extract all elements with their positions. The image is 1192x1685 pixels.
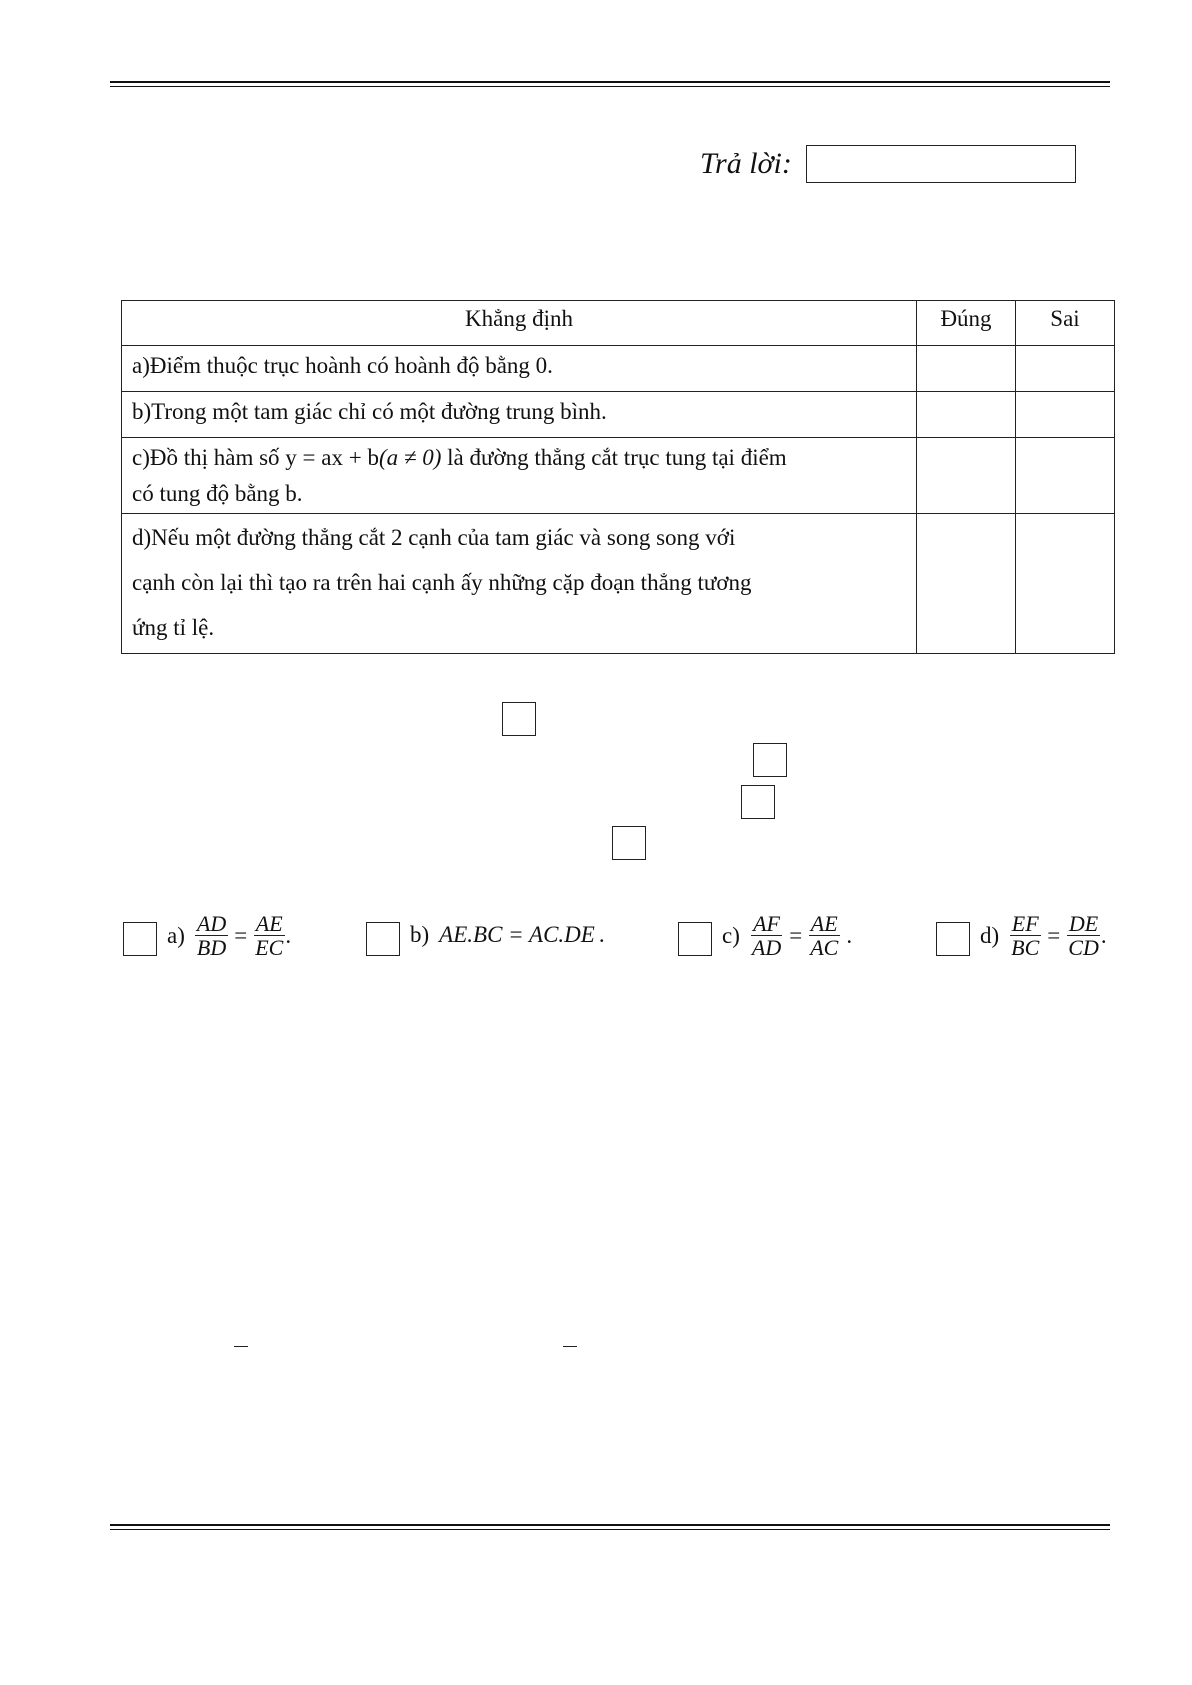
statement-c bbox=[122, 438, 917, 514]
answer-box-3[interactable] bbox=[741, 785, 775, 819]
dash-mark-right bbox=[563, 1346, 577, 1347]
true-false-table bbox=[121, 300, 1115, 654]
fraction-ad-bd bbox=[195, 912, 228, 959]
answer-box-4[interactable] bbox=[612, 826, 646, 860]
answer-label: Trả lời: bbox=[700, 147, 792, 180]
option-a-label: a) bbox=[167, 922, 185, 948]
statement-d-line2: cạnh còn lại thì tạo ra trên hai cạnh ấy những cặp đoạn thẳng tương bbox=[132, 570, 752, 596]
fraction-ae-ec bbox=[253, 912, 285, 959]
numerator: DE bbox=[1068, 911, 1099, 936]
false-cell-d[interactable] bbox=[1016, 514, 1115, 654]
table-row bbox=[122, 438, 1115, 514]
statement-d-line1: d)Nếu một đường thẳng cắt 2 cạnh của tam giác và song song với bbox=[132, 525, 736, 551]
answer-box-2[interactable] bbox=[753, 743, 787, 777]
option-a bbox=[167, 912, 291, 959]
false-cell-b[interactable] bbox=[1016, 392, 1115, 438]
option-c-label: c) bbox=[722, 922, 740, 948]
option-c-checkbox[interactable] bbox=[678, 922, 712, 956]
option-a-checkbox[interactable] bbox=[123, 922, 157, 956]
statement-c-line2: có tung độ bằng b. bbox=[132, 480, 303, 506]
denominator: AD bbox=[751, 935, 782, 961]
false-cell-c[interactable] bbox=[1016, 438, 1115, 514]
header-true: Đúng bbox=[917, 301, 1016, 346]
statement-c-condition: (a ≠ 0) bbox=[378, 445, 442, 470]
footer-rule-top bbox=[110, 1524, 1110, 1526]
table-header-row bbox=[122, 301, 1115, 346]
table-row bbox=[122, 346, 1115, 392]
option-b-checkbox[interactable] bbox=[366, 922, 400, 956]
answer-input[interactable] bbox=[806, 145, 1076, 183]
header-false: Sai bbox=[1016, 301, 1115, 346]
period: . bbox=[285, 922, 292, 948]
numerator: AE bbox=[255, 911, 283, 936]
option-d bbox=[980, 912, 1107, 959]
answer-row bbox=[700, 145, 1076, 183]
false-cell-a[interactable] bbox=[1016, 346, 1115, 392]
option-c bbox=[722, 912, 852, 959]
statement-c-part2: là đường thẳng cắt trục tung tại điểm bbox=[441, 445, 787, 470]
period: . bbox=[1100, 922, 1107, 948]
header-rule-bottom bbox=[110, 86, 1110, 87]
fraction-af-ad bbox=[750, 912, 783, 959]
option-b bbox=[410, 922, 605, 948]
true-cell-a[interactable] bbox=[917, 346, 1016, 392]
equals-sign: = bbox=[789, 922, 803, 948]
denominator: CD bbox=[1068, 935, 1099, 961]
statement-c-part1: c)Đồ thị hàm số y = ax + b bbox=[132, 445, 379, 470]
answer-box-1[interactable] bbox=[502, 702, 536, 736]
header-rule-top bbox=[110, 81, 1110, 83]
header-statement: Khẳng định bbox=[122, 301, 917, 346]
true-cell-b[interactable] bbox=[917, 392, 1016, 438]
statement-a: a)Điểm thuộc trục hoành có hoành độ bằng 0. bbox=[122, 346, 917, 392]
equals-sign: = bbox=[234, 922, 248, 948]
option-d-checkbox[interactable] bbox=[936, 922, 970, 956]
equals-sign: = bbox=[1047, 922, 1061, 948]
statement-b: b)Trong một tam giác chỉ có một đường trung bình. bbox=[122, 392, 917, 438]
fraction-ae-ac bbox=[808, 912, 840, 959]
numerator: AF bbox=[753, 911, 780, 936]
statement-d bbox=[122, 514, 917, 654]
denominator: BC bbox=[1011, 935, 1040, 961]
option-d-label: d) bbox=[980, 922, 1000, 948]
fraction-ef-bc bbox=[1009, 912, 1041, 959]
footer-rule-bottom bbox=[110, 1529, 1110, 1530]
dash-mark-left bbox=[234, 1346, 248, 1347]
option-b-expression: AE.BC = AC.DE bbox=[439, 922, 595, 947]
option-b-label: b) bbox=[410, 922, 430, 947]
true-cell-c[interactable] bbox=[917, 438, 1016, 514]
denominator: EC bbox=[255, 935, 284, 961]
numerator: AE bbox=[810, 911, 838, 936]
fraction-de-cd bbox=[1066, 912, 1101, 959]
numerator: EF bbox=[1011, 911, 1039, 936]
table-row bbox=[122, 514, 1115, 654]
period: . bbox=[598, 922, 605, 947]
denominator: AC bbox=[810, 935, 839, 961]
table-row bbox=[122, 392, 1115, 438]
true-cell-d[interactable] bbox=[917, 514, 1016, 654]
statement-d-line3: ứng tỉ lệ. bbox=[132, 614, 215, 640]
numerator: AD bbox=[196, 911, 227, 936]
period: . bbox=[846, 922, 853, 948]
denominator: BD bbox=[196, 935, 227, 961]
